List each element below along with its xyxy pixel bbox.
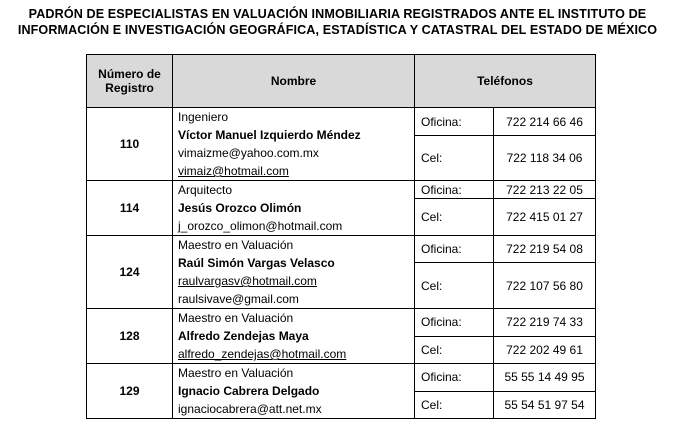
- cel-label: Cel:: [415, 336, 494, 364]
- cel-label: Cel:: [415, 391, 494, 419]
- specialist-email: raulsivave@gmail.com: [178, 292, 299, 306]
- specialist-name: Alfredo Zendejas Maya: [178, 329, 309, 343]
- table-row: [87, 181, 596, 199]
- oficina-phone: 722 213 22 05: [494, 181, 596, 199]
- header-numero-registro: Número de Registro: [87, 55, 173, 108]
- specialist-name: Raúl Simón Vargas Velasco: [178, 256, 335, 270]
- specialist-email-link[interactable]: vimaiz@hotmail.com: [178, 164, 289, 178]
- oficina-label: Oficina:: [415, 108, 494, 136]
- oficina-phone: 55 55 14 49 95: [494, 364, 596, 392]
- oficina-phone: 722 219 74 33: [494, 309, 596, 337]
- registro-number: 110: [87, 108, 173, 181]
- registro-number: 124: [87, 236, 173, 309]
- specialist-email: vimaizme@yahoo.com.mx: [178, 146, 319, 160]
- specialist-title: Arquitecto: [178, 183, 233, 197]
- cel-phone: 722 107 56 80: [494, 263, 596, 309]
- cel-label: Cel:: [415, 199, 494, 236]
- cel-phone: 55 54 51 97 54: [494, 391, 596, 419]
- specialist-name: Víctor Manuel Izquierdo Méndez: [178, 128, 361, 142]
- specialist-name: Jesús Orozco Olimón: [178, 201, 302, 215]
- cel-phone: 722 202 49 61: [494, 336, 596, 364]
- specialist-name: Ignacio Cabrera Delgado: [178, 384, 320, 398]
- cel-phone: 722 118 34 06: [494, 136, 596, 181]
- specialist-email-link[interactable]: alfredo_zendejas@hotmail.com: [178, 347, 347, 361]
- specialist-email: j_orozco_olimon@hotmail.com: [178, 219, 343, 233]
- cel-phone: 722 415 01 27: [494, 199, 596, 236]
- specialist-info: [173, 108, 415, 181]
- specialist-email-link[interactable]: raulvargasv@hotmail.com: [178, 274, 317, 288]
- oficina-label: Oficina:: [415, 236, 494, 263]
- table-row: [87, 236, 596, 263]
- oficina-phone: 722 219 54 08: [494, 236, 596, 263]
- cel-label: Cel:: [415, 263, 494, 309]
- specialist-info: [173, 181, 415, 236]
- title-line-1: PADRÓN DE ESPECIALISTAS EN VALUACIÓN INMOBILIARIA REGISTRADOS ANTE EL INSTITUTO DE: [28, 7, 647, 21]
- oficina-label: Oficina:: [415, 309, 494, 337]
- specialist-title: Maestro en Valuación: [178, 238, 294, 252]
- specialist-title: Ingeniero: [178, 110, 229, 124]
- cel-label: Cel:: [415, 136, 494, 181]
- document-title: [0, 0, 675, 38]
- oficina-label: Oficina:: [415, 181, 494, 199]
- registro-number: 128: [87, 309, 173, 364]
- specialist-info: [173, 309, 415, 364]
- oficina-phone: 722 214 66 46: [494, 108, 596, 136]
- oficina-label: Oficina:: [415, 364, 494, 392]
- specialists-table: [86, 54, 596, 419]
- specialist-email: ignaciocabrera@att.net.mx: [178, 402, 322, 416]
- table-row: [87, 364, 596, 392]
- title-line-2: INFORMACIÓN E INVESTIGACIÓN GEOGRÁFICA, ESTADÍSTICA Y CATASTRAL DEL ESTADO DE MÉXICO: [17, 23, 658, 37]
- specialist-info: [173, 364, 415, 419]
- registro-number: 114: [87, 181, 173, 236]
- table-row: [87, 108, 596, 136]
- header-telefonos: Teléfonos: [415, 55, 596, 108]
- table-header-row: [87, 55, 596, 108]
- specialist-title: Maestro en Valuación: [178, 311, 294, 325]
- specialist-title: Maestro en Valuación: [178, 366, 294, 380]
- specialist-info: [173, 236, 415, 309]
- registro-number: 129: [87, 364, 173, 419]
- header-nombre: Nombre: [173, 55, 415, 108]
- table-row: [87, 309, 596, 337]
